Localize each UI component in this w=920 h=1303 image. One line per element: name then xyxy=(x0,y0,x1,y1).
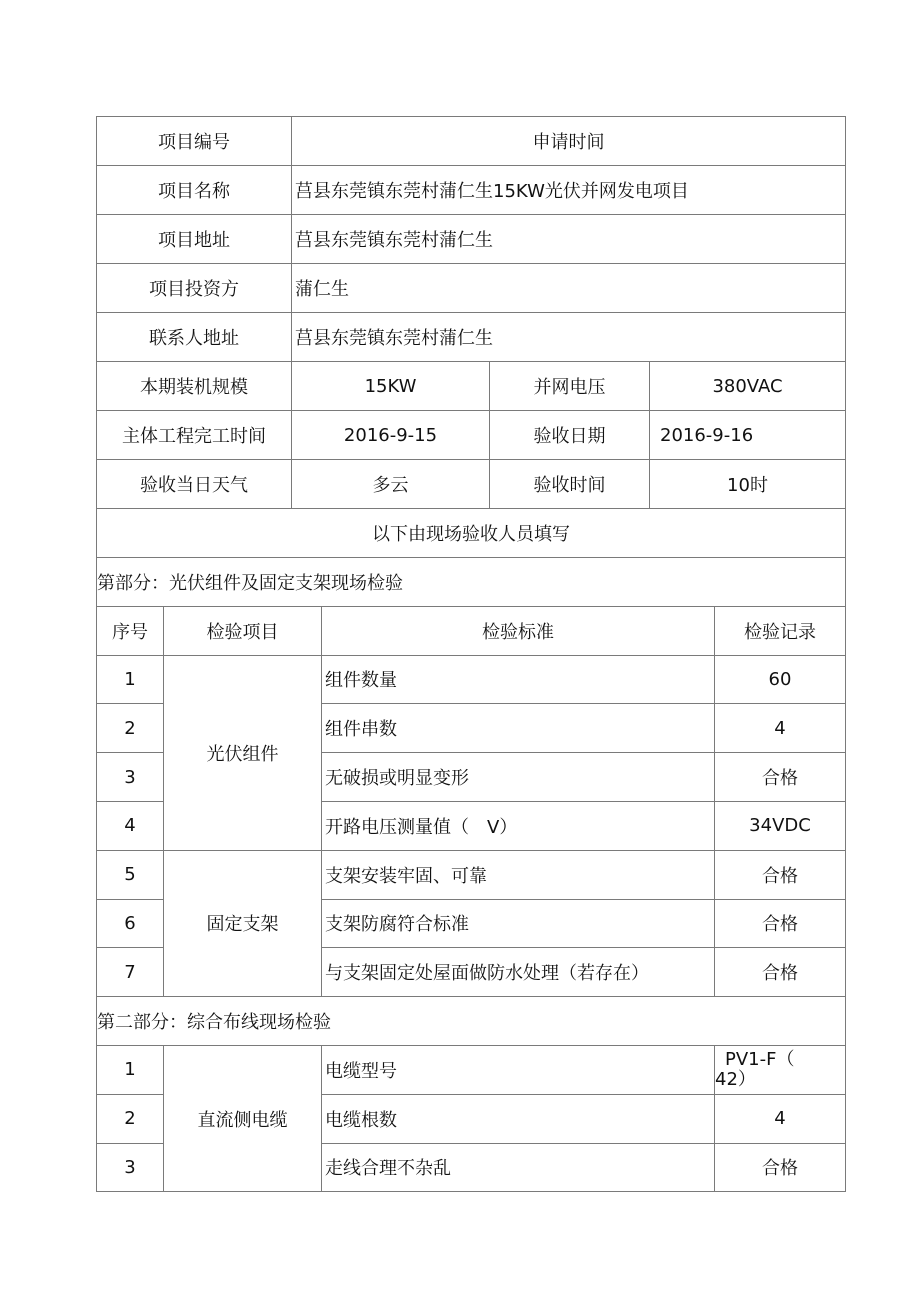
table-row xyxy=(97,215,846,264)
standard-text: 支架防腐符合标准 xyxy=(322,899,715,948)
table-row xyxy=(97,558,846,607)
record-line: 42） xyxy=(715,1068,756,1090)
project-address-value: 莒县东莞镇东莞村蒲仁生 xyxy=(292,215,846,264)
record-line: PV1-F（ xyxy=(725,1048,795,1070)
project-name-label: 项目名称 xyxy=(97,166,292,215)
row-number: 3 xyxy=(97,753,164,802)
record-value: 合格 xyxy=(715,1143,846,1192)
record-value xyxy=(715,1045,846,1094)
table-row xyxy=(97,166,846,215)
row-number: 2 xyxy=(97,704,164,753)
row-number: 3 xyxy=(97,1143,164,1192)
column-header-no: 序号 xyxy=(97,606,164,655)
table-row xyxy=(97,264,846,313)
record-value: 34VDC xyxy=(715,801,846,850)
row-number: 7 xyxy=(97,948,164,997)
acceptance-form xyxy=(96,116,845,1192)
table-header-row xyxy=(97,606,846,655)
completion-time-label: 主体工程完工时间 xyxy=(97,411,292,460)
standard-text: 电缆型号 xyxy=(322,1045,715,1094)
weather-label: 验收当日天气 xyxy=(97,460,292,509)
standard-text: 组件数量 xyxy=(322,655,715,704)
standard-text: 与支架固定处屋面做防水处理（若存在） xyxy=(322,948,715,997)
record-value: 合格 xyxy=(715,850,846,899)
table-row xyxy=(97,655,846,704)
capacity-value: 15KW xyxy=(292,362,490,411)
standard-text: 走线合理不杂乱 xyxy=(322,1143,715,1192)
row-number: 5 xyxy=(97,850,164,899)
project-address-label: 项目地址 xyxy=(97,215,292,264)
standard-text: 支架安装牢固、可靠 xyxy=(322,850,715,899)
fill-note: 以下由现场验收人员填写 xyxy=(97,509,846,558)
project-number-label: 项目编号 xyxy=(97,117,292,166)
contact-address-label: 联系人地址 xyxy=(97,313,292,362)
standard-text: 组件串数 xyxy=(322,704,715,753)
investor-value: 蒲仁生 xyxy=(292,264,846,313)
item-dc-cable: 直流侧电缆 xyxy=(164,1045,322,1191)
standard-text: 无破损或明显变形 xyxy=(322,753,715,802)
grid-voltage-value: 380VAC xyxy=(650,362,846,411)
project-name-value: 莒县东莞镇东莞村蒲仁生15KW光伏并网发电项目 xyxy=(292,166,846,215)
weather-value: 多云 xyxy=(292,460,490,509)
table-row xyxy=(97,850,846,899)
standard-text: 开路电压测量值（ V） xyxy=(322,801,715,850)
column-header-record: 检验记录 xyxy=(715,606,846,655)
table-row xyxy=(97,362,846,411)
table-row xyxy=(97,1045,846,1094)
table-row xyxy=(97,313,846,362)
row-number: 2 xyxy=(97,1094,164,1143)
row-number: 4 xyxy=(97,801,164,850)
table-row xyxy=(97,460,846,509)
part1-title: 第部分：光伏组件及固定支架现场检验 xyxy=(97,558,846,607)
column-header-standard: 检验标准 xyxy=(322,606,715,655)
part2-title: 第二部分：综合布线现场检验 xyxy=(97,997,846,1046)
row-number: 1 xyxy=(97,655,164,704)
table-row xyxy=(97,997,846,1046)
acceptance-date-label: 验收日期 xyxy=(490,411,650,460)
column-header-item: 检验项目 xyxy=(164,606,322,655)
contact-address-value: 莒县东莞镇东莞村蒲仁生 xyxy=(292,313,846,362)
acceptance-date-value: 2016-9-16 xyxy=(650,411,846,460)
completion-time-value: 2016-9-15 xyxy=(292,411,490,460)
acceptance-time-value: 10时 xyxy=(650,460,846,509)
record-value: 60 xyxy=(715,655,846,704)
apply-time-label: 申请时间 xyxy=(292,117,846,166)
row-number: 1 xyxy=(97,1045,164,1094)
standard-text: 电缆根数 xyxy=(322,1094,715,1143)
acceptance-time-label: 验收时间 xyxy=(490,460,650,509)
grid-voltage-label: 并网电压 xyxy=(490,362,650,411)
record-value: 4 xyxy=(715,1094,846,1143)
inspection-table xyxy=(96,557,846,1192)
table-row xyxy=(97,411,846,460)
item-pv-modules: 光伏组件 xyxy=(164,655,322,850)
project-info-table xyxy=(96,116,846,558)
capacity-label: 本期装机规模 xyxy=(97,362,292,411)
investor-label: 项目投资方 xyxy=(97,264,292,313)
item-fixed-bracket: 固定支架 xyxy=(164,850,322,996)
record-value: 4 xyxy=(715,704,846,753)
table-row xyxy=(97,117,846,166)
table-row xyxy=(97,509,846,558)
record-value: 合格 xyxy=(715,948,846,997)
row-number: 6 xyxy=(97,899,164,948)
record-value: 合格 xyxy=(715,753,846,802)
record-value: 合格 xyxy=(715,899,846,948)
